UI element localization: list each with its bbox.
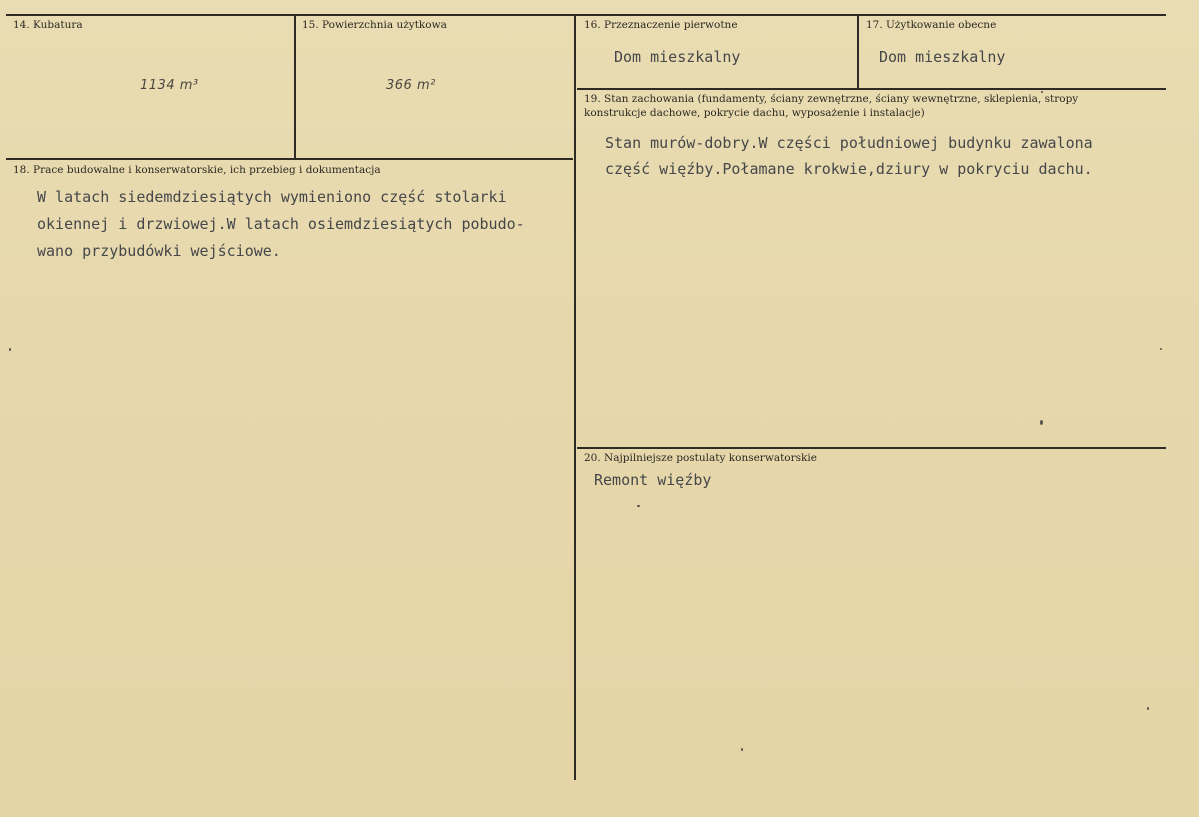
field-19-line-1: Stan murów-dobry.W części południowej budynku zawalona — [605, 134, 1093, 152]
field-18-line-2: okiennej i drzwiowej.W latach osiemdziesiątych pobudo- — [37, 215, 525, 233]
field-14-label: 14. Kubatura — [13, 19, 83, 31]
field-18-line-3: wano przybudówki wejściowe. — [37, 242, 281, 260]
field-14-value: 1134 m³ — [140, 78, 199, 93]
paper-speck — [741, 748, 743, 751]
rule-under-14-15 — [6, 158, 573, 160]
divider-16-17 — [857, 14, 859, 88]
paper-speck — [9, 348, 11, 351]
rule-above-20 — [577, 447, 1166, 449]
rule-under-16-17 — [577, 88, 1166, 90]
field-15-label: 15. Powierzchnia użytkowa — [302, 19, 447, 31]
field-18-label: 18. Prace budowalne i konserwatorskie, ich przebieg i dokumentacja — [13, 164, 381, 176]
divider-14-15 — [294, 14, 296, 158]
field-15-value: 366 m² — [386, 78, 436, 93]
field-16-label: 16. Przeznaczenie pierwotne — [584, 19, 738, 31]
field-19-label: 19. Stan zachowania (fundamenty, ściany zewnętrzne, ściany wewnętrzne, sklepienia, stropy konstrukcje dachowe, pokrycie dachu, wyposażenie i instalacje) — [584, 93, 1079, 119]
center-divider — [574, 14, 576, 780]
paper-speck — [1160, 348, 1162, 350]
field-17-value: Dom mieszkalny — [879, 48, 1006, 66]
paper-speck — [1041, 91, 1043, 93]
field-20-label: 20. Najpilniejsze postulaty konserwatorskie — [584, 452, 817, 464]
top-rule — [6, 14, 1166, 16]
paper-speck — [637, 505, 640, 507]
paper-speck — [1040, 420, 1043, 425]
field-17-label: 17. Użytkowanie obecne — [866, 19, 997, 31]
field-19-line-2: część więźby.Połamane krokwie,dziury w pokryciu dachu. — [605, 160, 1093, 178]
field-20-line-1: Remont więźby — [594, 471, 712, 489]
field-16-value: Dom mieszkalny — [614, 48, 741, 66]
paper-speck — [1147, 707, 1149, 710]
field-18-line-1: W latach siedemdziesiątych wymieniono część stolarki — [37, 188, 507, 206]
